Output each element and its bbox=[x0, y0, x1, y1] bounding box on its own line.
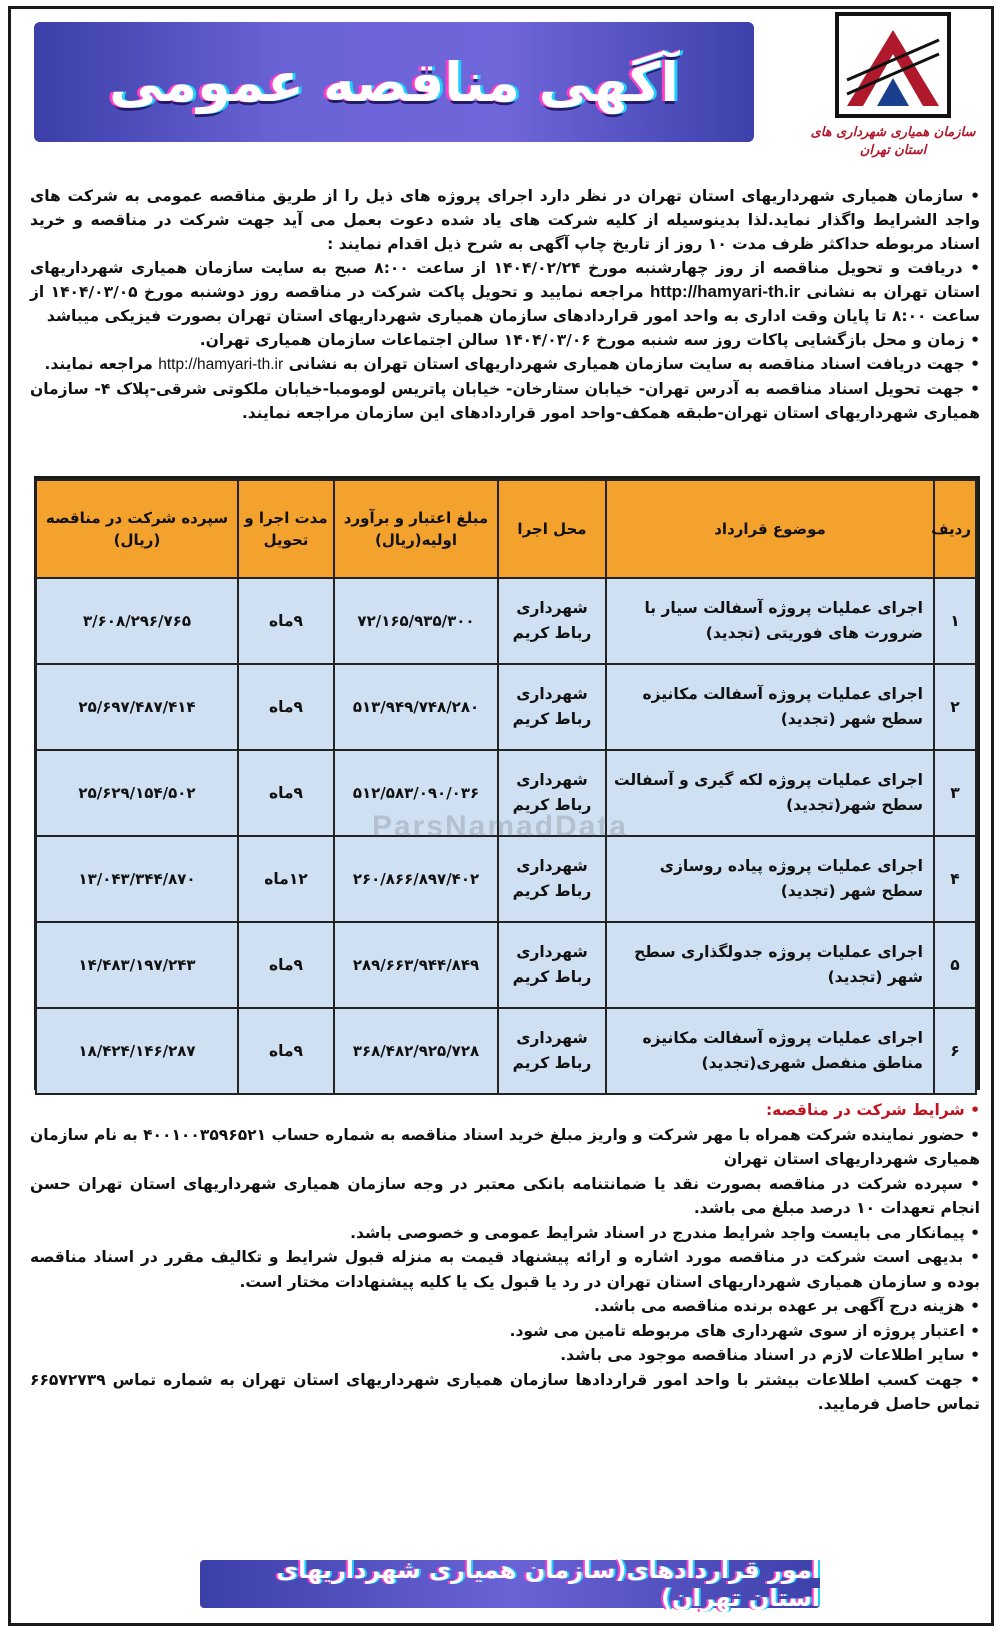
submission-text-end: مراجعه نمایید و تحویل پاکت شرکت در مناقصه روز دوشنبه مورخ ۱۴۰۴/۰۳/۰۵ از ساعت ۸:۰۰ تا پایان وقت اداری به واحد امور قراردادهای سازمان همیاری شهرداریهای استان تهران بصورت فیزیکی میباشد bbox=[30, 283, 980, 325]
contract-subject: اجرای عملیات پروژه آسفالت مکانیزه مناطق منفصل شهری(تجدید) bbox=[606, 1008, 934, 1094]
condition-item: • بدیهی است شرکت در مناقصه مورد اشاره و ارائه پیشنهاد قیمت به منزله قبول شرایط و تکالیف مقرر در اسناد مناقصه بوده و سازمان همیاری شهرداریهای استان تهران در رد یا قبول یک یا کلیه پیشنهادات مختار است. bbox=[30, 1245, 980, 1294]
contract-subject: اجرای عملیات پروژه لکه گیری و آسفالت سطح شهر(تجدید) bbox=[606, 750, 934, 836]
table-row bbox=[36, 578, 976, 664]
intro-paragraph: • سازمان همیاری شهرداریهای استان تهران در نظر دارد اجرای پروژه های ذیل را از طریق مناقصه عمومی به شرکت های واجد الشرایط واگذار نماید.لذا بدینوسیله از کلیه شرکت های یاد شده دعوت بعمل می آید جهت شرکت در مناقصه و خرید اسناد مربوطه حداکثر ظرف مدت ۱۰ روز از تاریخ چاپ آگهی به شرح ذیل اقدام نمایند : bbox=[30, 184, 980, 256]
col-header-budget: مبلغ اعتبار و برآورد اولیه(ریال) bbox=[334, 480, 498, 578]
website-link-2[interactable]: http://hamyari-th.ir bbox=[158, 356, 284, 373]
footer-banner bbox=[200, 1556, 820, 1612]
row-number: ۳ bbox=[934, 750, 976, 836]
header bbox=[14, 10, 984, 180]
budget-amount: ۲۸۹/۶۶۳/۹۴۴/۸۴۹ bbox=[334, 922, 498, 1008]
duration: ۹ماه bbox=[238, 922, 334, 1008]
documents-paragraph bbox=[30, 352, 980, 377]
row-number: ۵ bbox=[934, 922, 976, 1008]
conditions-title: • شرایط شرکت در مناقصه: bbox=[765, 1101, 980, 1119]
contract-subject: اجرای عملیات پروژه پیاده روسازی سطح شهر (تجدید) bbox=[606, 836, 934, 922]
table-row bbox=[36, 750, 976, 836]
opening-paragraph: • زمان و محل بازگشایی پاکات روز سه شنبه مورخ ۱۴۰۴/۰۳/۰۶ سالن اجتماعات سازمان همیاری تهران. bbox=[30, 328, 980, 352]
deposit-amount: ۲۵/۶۹۷/۴۸۷/۴۱۴ bbox=[36, 664, 238, 750]
footer-text: امور قراردادهای(سازمان همیاری شهرداریهای استان تهران) bbox=[276, 1556, 820, 1612]
budget-amount: ۳۶۸/۴۸۲/۹۲۵/۷۲۸ bbox=[334, 1008, 498, 1094]
deposit-amount: ۱۴/۴۸۳/۱۹۷/۲۴۳ bbox=[36, 922, 238, 1008]
condition-item: • اعتبار پروژه از سوی شهرداری های مربوطه تامین می شود. bbox=[30, 1319, 980, 1344]
col-header-subject: موضوع قرارداد bbox=[606, 480, 934, 578]
budget-amount: ۵۱۳/۹۴۹/۷۴۸/۲۸۰ bbox=[334, 664, 498, 750]
documents-text-start: جهت دریافت اسناد مناقصه به سایت سازمان همیاری شهرداریهای استان تهران به نشانی bbox=[288, 355, 965, 373]
table-row bbox=[36, 664, 976, 750]
deposit-amount: ۱۸/۴۲۴/۱۴۶/۲۸۷ bbox=[36, 1008, 238, 1094]
row-number: ۲ bbox=[934, 664, 976, 750]
execution-location: شهرداری رباط کریم bbox=[498, 922, 606, 1008]
address-paragraph: • جهت تحویل اسناد مناقصه به آدرس تهران- خیابان ستارخان- خیابان پاتریس لومومبا-خیابان ملکوتی شرقی-پلاک ۴- سازمان همیاری شهرداریهای استان تهران-طبقه همکف-واحد امور قراردادهای این سازمان مراجعه نمایند. bbox=[30, 377, 980, 425]
table-header-row bbox=[36, 480, 976, 578]
documents-text-end: مراجعه نمایند. bbox=[44, 355, 153, 373]
execution-location: شهرداری رباط کریم bbox=[498, 1008, 606, 1094]
table-row bbox=[36, 1008, 976, 1094]
page-title: آگهی مناقصه عمومی bbox=[109, 50, 679, 114]
duration: ۹ماه bbox=[238, 664, 334, 750]
table-row bbox=[36, 836, 976, 922]
duration: ۹ماه bbox=[238, 578, 334, 664]
contract-subject: اجرای عملیات پروژه آسفالت سیار با ضرورت های فوریتی (تجدید) bbox=[606, 578, 934, 664]
conditions-section bbox=[30, 1098, 980, 1417]
deposit-amount: ۳/۶۰۸/۲۹۶/۷۶۵ bbox=[36, 578, 238, 664]
deposit-amount: ۱۳/۰۴۳/۳۴۴/۸۷۰ bbox=[36, 836, 238, 922]
condition-item: • جهت کسب اطلاعات بیشتر با واحد امور قراردادها سازمان همیاری شهرداریهای استان تهران به شماره تماس ۶۶۵۷۲۷۳۹ تماس حاصل فرمایید. bbox=[30, 1368, 980, 1417]
execution-location: شهرداری رباط کریم bbox=[498, 578, 606, 664]
contract-subject: اجرای عملیات پروژه جدولگذاری سطح شهر (تجدید) bbox=[606, 922, 934, 1008]
budget-amount: ۲۶۰/۸۶۶/۸۹۷/۴۰۲ bbox=[334, 836, 498, 922]
duration: ۹ماه bbox=[238, 1008, 334, 1094]
col-header-row: ردیف bbox=[934, 480, 976, 578]
condition-item: • هزینه درج آگهی بر عهده برنده مناقصه می باشد. bbox=[30, 1294, 980, 1319]
intro-section bbox=[30, 184, 980, 425]
deposit-amount: ۲۵/۶۲۹/۱۵۴/۵۰۲ bbox=[36, 750, 238, 836]
contract-subject: اجرای عملیات پروژه آسفالت مکانیزه سطح شهر (تجدید) bbox=[606, 664, 934, 750]
logo-emblem-icon bbox=[833, 10, 953, 120]
duration: ۱۲ماه bbox=[238, 836, 334, 922]
watermark-brand: ParsNamadData bbox=[371, 810, 629, 843]
budget-amount: ۵۱۲/۵۸۳/۰۹۰/۰۳۶ bbox=[334, 750, 498, 836]
duration: ۹ماه bbox=[238, 750, 334, 836]
website-link[interactable]: http://hamyari-th.ir bbox=[649, 282, 801, 301]
submission-text-start: دریافت و تحویل مناقصه از روز چهارشنبه مورخ ۱۴۰۴/۰۲/۲۴ از ساعت ۸:۰۰ صبح به سایت سازمان همیاری شهرداریهای استان تهران به نشانی bbox=[30, 259, 981, 301]
row-number: ۴ bbox=[934, 836, 976, 922]
budget-amount: ۷۲/۱۶۵/۹۳۵/۳۰۰ bbox=[334, 578, 498, 664]
condition-item: • پیمانکار می بایست واجد شرایط مندرج در اسناد شرایط عمومی و خصوصی باشد. bbox=[30, 1221, 980, 1246]
col-header-deposit: سپرده شرکت در مناقصه (ریال) bbox=[36, 480, 238, 578]
execution-location: شهرداری رباط کریم bbox=[498, 836, 606, 922]
execution-location: شهرداری رباط کریم bbox=[498, 664, 606, 750]
row-number: ۱ bbox=[934, 578, 976, 664]
row-number: ۶ bbox=[934, 1008, 976, 1094]
condition-item: • حضور نماینده شرکت همراه با مهر شرکت و واریز مبلغ خرید اسناد مناقصه به شماره حساب ۴۰۰۱۰۰۳۵۹۶۵۲۱ به نام سازمان همیاری شهرداریهای استان تهران bbox=[30, 1123, 980, 1172]
submission-paragraph bbox=[30, 256, 980, 328]
col-header-duration: مدت اجرا و تحویل bbox=[238, 480, 334, 578]
logo-caption bbox=[811, 124, 976, 159]
condition-item: • سایر اطلاعات لازم در اسناد مناقصه موجود می باشد. bbox=[30, 1343, 980, 1368]
condition-item: • سپرده شرکت در مناقصه بصورت نقد یا ضمانتنامه بانکی معتبر در وجه سازمان همیاری شهرداریهای استان تهران حسن انجام تعهدات ۱۰ درصد مبلغ می باشد. bbox=[30, 1172, 980, 1221]
col-header-location: محل اجرا bbox=[498, 480, 606, 578]
logo-caption-line2: استان تهران bbox=[859, 142, 927, 158]
logo-caption-line1: سازمان همیاری شهرداری های bbox=[810, 125, 976, 140]
organization-logo bbox=[808, 10, 978, 180]
title-banner bbox=[34, 22, 754, 142]
tender-table bbox=[34, 476, 980, 1090]
table-row bbox=[36, 922, 976, 1008]
execution-location: شهرداری رباط کریم bbox=[498, 750, 606, 836]
